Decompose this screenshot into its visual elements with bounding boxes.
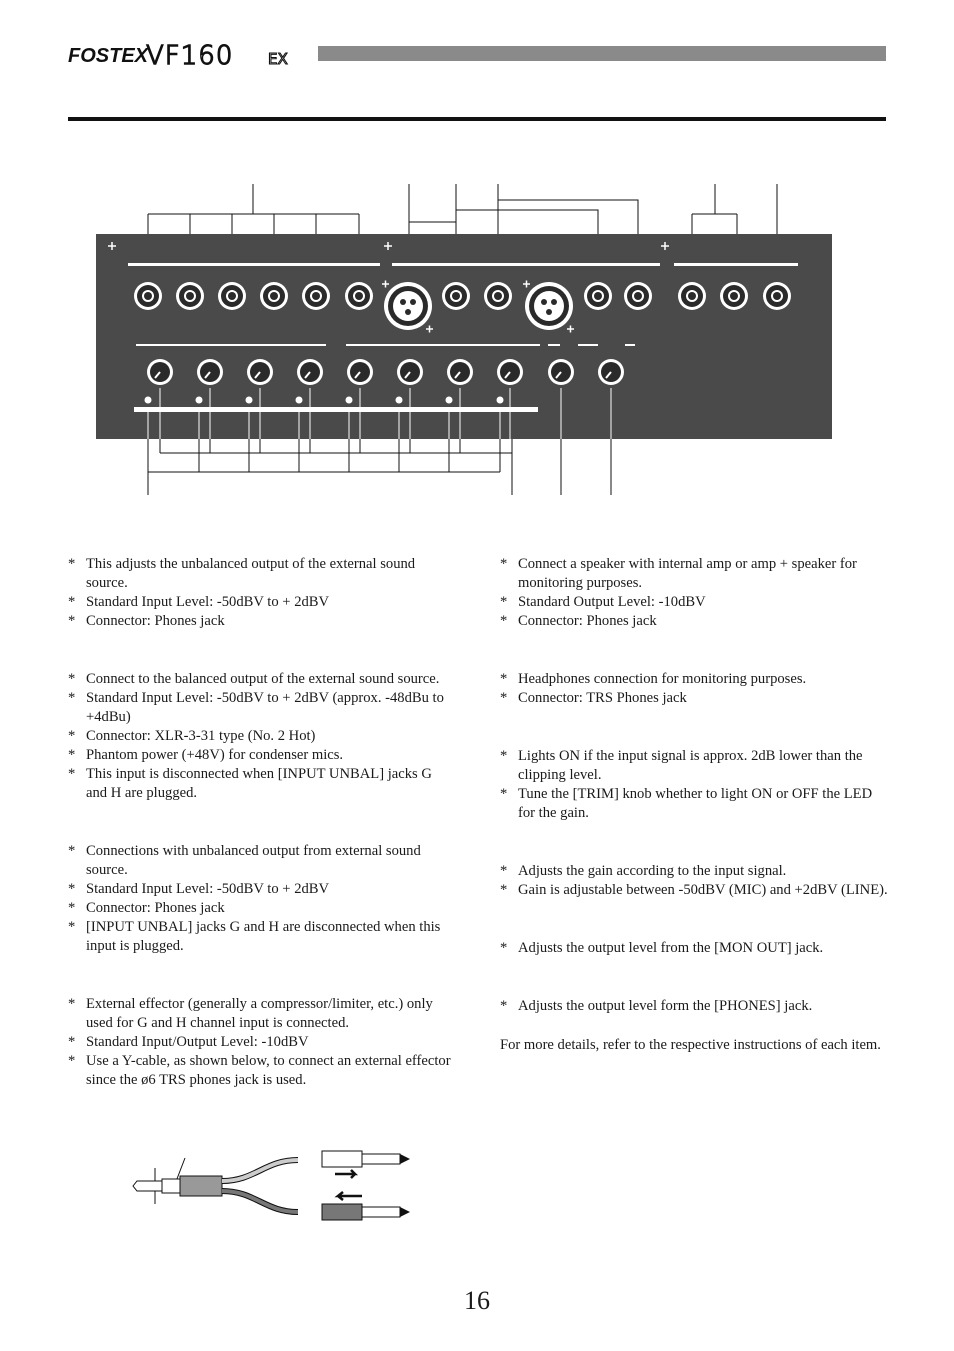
list-item: * Lights ON if the input signal is approx. 2dB lower than the clipping level. [500, 747, 888, 785]
list-item: * This adjusts the unbalanced output of the external sound source. [68, 555, 456, 593]
phones-section [500, 670, 888, 708]
list-item: * Connections with unbalanced output from external sound source. [68, 842, 456, 880]
model-logo-text: VF160 [146, 41, 234, 70]
list-item: * Connector: Phones jack [500, 612, 888, 631]
list-item: * Headphones connection for monitoring purposes. [500, 670, 888, 689]
list-item: * Tune the [TRIM] knob whether to light ON or OFF the LED for the gain. [500, 785, 888, 823]
list-item: * Connector: Phones jack [68, 899, 456, 918]
list-item: * Connect a speaker with internal amp or amp + speaker for monitoring purposes. [500, 555, 888, 593]
list-item: * Standard Output Level: -10dBV [500, 593, 888, 612]
list-item: * Gain is adjustable between -50dBV (MIC) and +2dBV (LINE). [500, 881, 888, 900]
brand-logo-text: FOSTEX [68, 45, 149, 67]
fostex-vf160ex-logo [68, 40, 313, 70]
list-item: * [INPUT UNBAL] jacks G and H are disconnected when this input is plugged. [68, 918, 456, 956]
list-item: * Connector: TRS Phones jack [500, 689, 888, 708]
page-number: 16 [464, 1286, 490, 1315]
model-suffix-text: EX [268, 50, 288, 68]
list-item: * Connector: Phones jack [68, 612, 456, 631]
list-item: * Connector: XLR-3-31 type (No. 2 Hot) [68, 727, 456, 746]
mon-out-level-section [500, 939, 888, 958]
header-bar [318, 46, 886, 61]
input-bal-section [68, 670, 456, 803]
input-unbal-section [68, 555, 456, 631]
list-item: * Standard Input Level: -50dBV to + 2dBV [68, 593, 456, 612]
left-column [68, 555, 456, 1090]
list-item: * External effector (generally a compressor/limiter, etc.) only used for G and H channel input is connected. [68, 995, 456, 1033]
list-item: * Adjusts the output level form the [PHONES] jack. [500, 997, 888, 1016]
phones-level-section [500, 997, 888, 1016]
trim-section [500, 862, 888, 900]
peak-led-section [500, 747, 888, 823]
list-item: * Adjusts the output level from the [MON OUT] jack. [500, 939, 888, 958]
list-item: * This input is disconnected when [INPUT UNBAL] jacks G and H are plugged. [68, 765, 456, 803]
list-item: * Use a Y-cable, as shown below, to connect an external effector since the ø6 TRS phones jack is used. [68, 1052, 456, 1090]
mon-out-section [500, 555, 888, 631]
list-item: * Connect to the balanced output of the external sound source. [68, 670, 456, 689]
list-item: * Adjusts the gain according to the input signal. [500, 862, 888, 881]
rear-panel-diagram [0, 170, 954, 510]
input-unbal-gh-section [68, 842, 456, 956]
y-cable-illustration [120, 1150, 420, 1230]
list-item: * Standard Input/Output Level: -10dBV [68, 1033, 456, 1052]
details-note: For more details, refer to the respective instructions of each item. [500, 1037, 881, 1053]
list-item: * Standard Input Level: -50dBV to + 2dBV [68, 880, 456, 899]
list-item: * Standard Input Level: -50dBV to + 2dBV (approx. -48dBu to +4dBu) [68, 689, 456, 727]
title-rule [68, 117, 886, 121]
insert-section [68, 995, 456, 1090]
list-item: * Phantom power (+48V) for condenser mics. [68, 746, 456, 765]
right-column [500, 555, 888, 1055]
